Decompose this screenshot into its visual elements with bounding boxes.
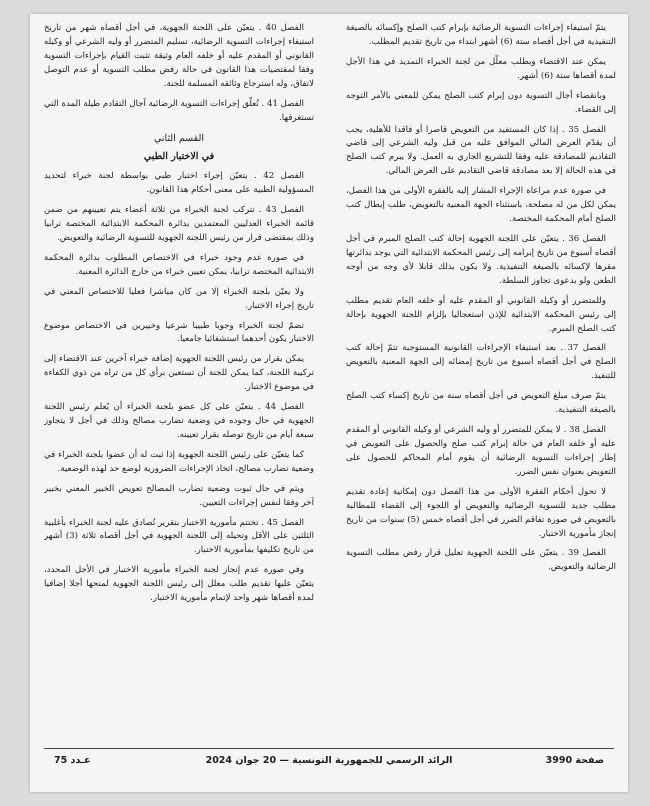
paragraph: كما يتعيّن على رئيس اللجنة الجهوية إذا ثبت له أن عضوا بلجنة الخبراء في وضعية تضارب مصالح، اتخاذ الإجراءات الضرورية لوضع حد لهذه الوضعية.	[44, 449, 314, 474]
paragraph: يتمّ صرف مبلغ التعويض في أجل أقصاه سنة من تاريخ إكساء كتب الصلح بالصيغة التنفيذية.	[346, 391, 616, 416]
paragraph: يتمّ استيفاء إجراءات التسوية الرضائية بإبرام كتب الصلح وإكسائه بالصيغة التنفيذية في أجل أقصاه ستة (6) أشهر ابتداء من تاريخ تقديم المطلب.	[346, 23, 616, 47]
paragraph: الفصل 37 . بعد استيفاء الإجراءات القانونية المستوجبة تتمّ إحالة كتب الصلح في أجل أقصاه أسبوع من تاريخ إمضائه إلى الجهة المعنية بالتعويض للتنفيذ.	[346, 343, 616, 382]
paragraph: تضمّ لجنة الخبراء وجوبا طبيبا شرعيا وخبيرين في الاختصاص موضوع الاختبار يكون أحدهما استشفائيا جامعيا.	[44, 320, 314, 345]
paragraph: الفصل 39 . يتعيّن على اللجنة الجهوية تعليل قرار رفض مطلب التسوية الرضائية والتعويض.	[346, 548, 616, 573]
paragraph: الفصل 45 . تختتم مأمورية الاختبار بتقرير تُصادق عليه لجنة الخبراء بأغلبية الثلثين على الأقل وتحيله إلى اللجنة الجهوية في أجل أقصاه ثلاثة (3) أشهر من تاريخ تكليفها بمأمورية الاختبار.	[44, 517, 314, 556]
page-number: صفحة 3990	[545, 755, 604, 766]
paragraph: وبانقضاء أجال التسوية دون إبرام كتب الصلح يمكن للمعني بالأمر التوجه إلى القضاء.	[346, 90, 616, 115]
right-column	[346, 22, 616, 737]
paragraph: ويتم في حال ثبوت وضعية تضارب المصالح تعويض الخبير المعني بخبير آخر وفقا لنفس إجراءات التعيين.	[44, 483, 314, 508]
document-page	[30, 14, 628, 792]
paragraph: الفصل 41 . تُعلّق إجراءات التسوية الرضائية آجال التقادم طيلة المدة التي تستغرقها.	[44, 98, 314, 123]
paragraph: في صورة عدم وجود خبراء في الاختصاص المطلوب بدائرة المحكمة الابتدائية المختصة ترابيا، يمكن تعيين خبراء من خارج الدائرة المعنية.	[44, 252, 314, 277]
paragraph: ولا يعيّن بلجنة الخبراء إلا من كان مباشرا فعليا للاختصاص المعني في تاريخ إجراء الاختبار.	[44, 286, 314, 311]
paragraph: الفصل 40 . يتعيّن على اللجنة الجهوية، في أجل أقصاه شهر من تاريخ استيفاء إجراءات التسوية الرضائية، تسليم المتضرر أو وليه الشرعي أو وكيله القانوني أو المقدم عليه أو خلفه العام وثيقة تثبت القيام بإجراءات التسوية وفقا لمقتضيات هذا القانون في حالة رفض مطلب التسوية أو عدم التوصل لاتفاق، وله استرجاع وثائقه المسلمة للجنة.	[44, 23, 314, 89]
left-column-bottom	[44, 170, 314, 606]
page-footer	[50, 755, 608, 773]
paragraph: لا تحول أحكام الفقرة الأولى من هذا الفصل دون إمكانية إعادة تقديم مطلب جديد للتسوية الرضائية والتعويض أو اللجوء إلى القضاء للمطالبة بالتعويض في صورة تفاقم الضرر في أجل أقصاه خمس (5) سنوات من تاريخ إنجاز مأمورية الاختبار.	[346, 486, 616, 539]
gazette-title: الرائد الرسمي للجمهورية التونسية — 20 جوان 2024	[205, 755, 453, 766]
paragraph: يمكن عند الاقتضاء وبطلب معلّل من لجنة الخبراء التمديد في هذا الأجل لمدة أقصاها ستة (6) أشهر.	[346, 56, 616, 81]
section-title: في الاختبار الطبي	[143, 150, 215, 162]
paragraph: وللمتضرر أو وكيله القانوني أو المقدم عليه أو خلفه العام تقديم مطلب إلى رئيس المحكمة الابتدائية للإذن استعجاليا بإلزام اللجنة الجهوية بإحالة كتب الصلح المبرم.	[346, 295, 616, 334]
paragraph: الفصل 38 . لا يمكن للمتضرر أو وليه الشرعي أو وكيله القانوني أو المقدم عليه أو خلفه العام في حالة إبرام كتب صلح والحصول على التعويض في إطار إجراءات التسوية الرضائية أن يقوم أمام المحاكم للحصول على التعويض بعنوان نفس الضرر.	[346, 425, 616, 477]
paragraph: الفصل 44 . يتعيّن على كل عضو بلجنة الخبراء أن يُعلم رئيس اللجنة الجهوية في حال وجوده في وضعية تضارب مصالح وذلك في أجل لا يتجاوز سبعة أيام من تاريخ توصله بقرار تعيينه.	[44, 402, 314, 440]
footer-divider	[44, 748, 614, 749]
left-column	[44, 22, 314, 737]
left-column-top	[44, 22, 314, 125]
paragraph: في صورة عدم مراعاة الإجراء المشار إليه بالفقرة الأولى من هذا الفصل، يمكن لكل من له مصلحة، باستثناء الجهة المعنية بالتعويض، طلب إبطال كتب الصلح أمام المحكمة المختصة.	[346, 186, 616, 225]
text-columns	[44, 22, 616, 737]
paragraph: الفصل 36 . يتعيّن على اللجنة الجهوية إحالة كتب الصلح المبرم في أجل أقصاه أسبوع من تاريخ إبرامه إلى رئيس المحكمة الابتدائية التي يوجد بدائرتها مقرها لإكسائه بالصيغة التنفيذية. ولا يكون بذلك قابلا لأي وجه من أوجه الطعن ولو بدعوى تجاوز السلطة.	[346, 233, 616, 286]
paragraph: الفصل 35 . إذا كان المستفيد من التعويض قاصرا أو فاقدا للأهلية، يجب أن يقدّم العرض المالي الموافق عليه من قبل وليه الشرعي إلى قاضي التقاديم للمصادقة عليه وفقا للتشريع الجاري به العمل. ولا يبرم كتب الصلح في هذه الحالة إلا بعد مصادقة قاضي التقاديم على العرض المالي.	[346, 124, 616, 177]
paragraph: الفصل 43 . تتركب لجنة الخبراء من ثلاثة أعضاء يتم تعيينهم من ضمن قائمة الخبراء العدليين المعتمدين بدائرة المحكمة الابتدائية المختصة ترابيا وذلك بمقتضى قرار من رئيس اللجنة الجهوية للتسوية الرضائية والتعويض.	[44, 205, 314, 243]
section-heading: القسم الثاني	[153, 133, 204, 145]
paragraph: يمكن بقرار من رئيس اللجنة الجهوية إضافة خبراء آخرين عند الاقتضاء إلى تركيبة اللجنة، كما يمكن للجنة أن تستعين برأي كل من تراه من ذوي الكفاءة في موضوع الاختبار.	[44, 354, 314, 393]
issue-number: عـدد 75	[54, 755, 91, 766]
paragraph: الفصل 42 . يتعيّن إجراء اختبار طبي بواسطة لجنة خبراء لتحديد المسؤولية الطبية على معنى أحكام هذا القانون.	[44, 171, 314, 196]
paragraph: وفي صورة عدم إنجاز لجنة الخبراء مأمورية الاختبار في الأجل المحدد، يتعيّن عليها تقديم طلب معلل إلى رئيس اللجنة الجهوية لمنحها أجلا إضافيا لمدة أقصاها شهر واحد لإتمام مأمورية الاختبار.	[44, 565, 314, 604]
